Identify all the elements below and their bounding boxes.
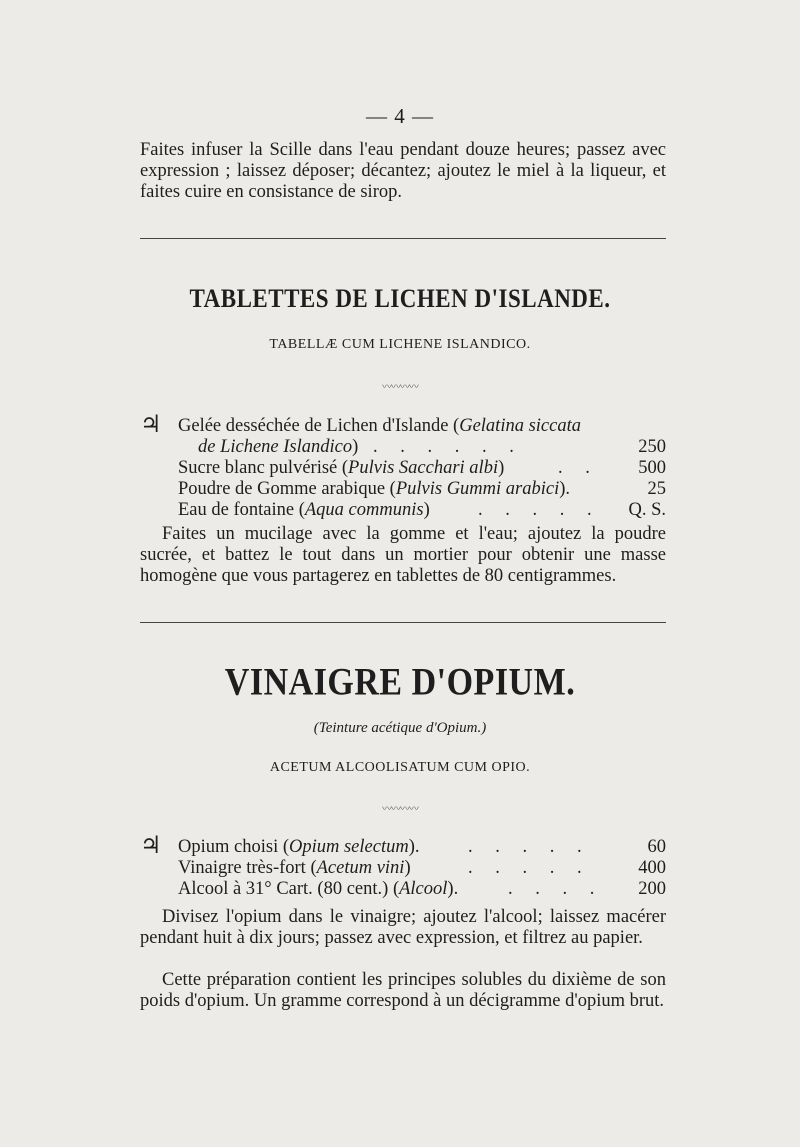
ingredient-name: Eau de fontaine (Aqua communis) [178,500,430,520]
ingredient-quantity: 60 [647,837,666,857]
leader-dots: . . . . . [478,500,601,520]
divider-rule [140,622,666,623]
leader-dots: . . . . . . [373,437,523,457]
section2-subtitle: (Teinture acétique d'Opium.) [313,720,487,736]
section2-title: VINAIGRE D'OPIUM. [224,661,576,704]
section1-latin-title: TABELLÆ CUM LICHENE ISLANDICO. [269,337,531,352]
ingredient-quantity: 500 [638,458,666,478]
leader-dots: . . . . . [468,837,591,857]
divider-rule [140,238,666,239]
page-number: — 4 — [366,104,434,128]
leader-dots: . . . . . [468,858,591,878]
ingredient-name: Gelée desséchée de Lichen d'Islande (Gelatina siccata [178,416,581,436]
ingredient-name: Poudre de Gomme arabique (Pulvis Gummi arabici). [178,479,571,499]
ornament-divider: 〰〰〰〰 [382,382,418,393]
section1-instructions: Faites un mucilage avec la gomme et l'eau; ajoutez la poudre sucrée, et battez le tout dans un mortier pour obtenir une masse homogène que vous partagerez en tablettes de 80 centigrammes. [140,524,666,586]
ingredient-quantity: 200 [638,879,666,899]
ornament-divider: 〰〰〰〰 [382,804,418,815]
leader-dots: . . [558,458,599,478]
ingredient-quantity: 400 [638,858,666,878]
recipe-symbol-icon: ♃ [140,833,162,859]
section2-instructions-1: Divisez l'opium dans le vinaigre; ajoutez l'alcool; laissez macérer pendant huit à dix jours; passez avec expression, et filtrez au papier. [140,907,666,948]
ingredient-name: Vinaigre très-fort (Acetum vini) [178,858,411,878]
ingredient-name: Sucre blanc pulvérisé (Pulvis Sacchari albi) [178,458,505,478]
section1-title: TABLETTES DE LICHEN D'ISLANDE. [189,284,611,313]
ingredient-quantity: 250 [638,437,666,457]
section2-instructions-2: Cette préparation contient les principes solubles du dixième de son poids d'opium. Un gramme correspond à un décigramme d'opium brut. [140,970,666,1011]
ingredient-name: Alcool à 31° Cart. (80 cent.) (Alcool). [178,879,459,899]
ingredient-quantity: 25 [647,479,666,499]
ingredient-name-cont: de Lichene Islandico) [198,437,359,457]
intro-paragraph: Faites infuser la Scille dans l'eau pendant douze heures; passez avec expression ; laissez déposer; décantez; ajoutez le miel à la liqueur, et faites cuire en consistance de sirop. [140,140,666,202]
ingredient-name: Opium choisi (Opium selectum). [178,837,420,857]
ingredient-quantity: Q. S. [628,500,666,520]
recipe-symbol-icon: ♃ [140,412,162,438]
leader-dots: . . . . [508,879,604,899]
section2-latin-title: ACETUM ALCOOLISATUM CUM OPIO. [269,760,531,775]
